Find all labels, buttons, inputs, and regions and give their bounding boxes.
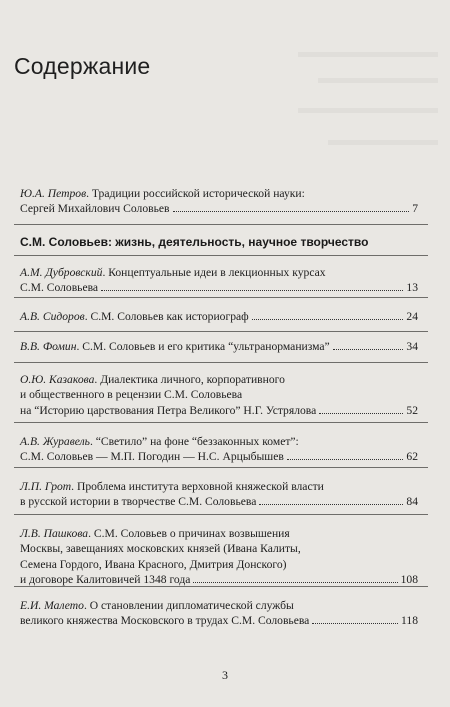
entry-title-last: [20, 449, 284, 464]
entry-title-line: Проблема института верховной княжеской власти: [76, 480, 324, 493]
entry-last-line: [20, 494, 418, 509]
entry-first-line: Ю.А. Петров. Традиции российской исторической науки:: [20, 187, 305, 200]
toc-entry: [20, 479, 418, 510]
entry-title-text: С.М. Соловьева: [20, 281, 99, 295]
divider: [14, 467, 428, 468]
entry-title-line: Диалектика личного, корпоративного: [100, 373, 285, 386]
bleed-through-mark: [298, 52, 438, 57]
dot-leader: [101, 290, 403, 291]
toc-entry-intro: [20, 186, 418, 217]
entry-author: Е.И. Малето: [20, 599, 84, 612]
dot-leader: [319, 413, 403, 414]
entry-first-line: Л.П. Грот. Проблема института верховной княжеской власти: [20, 480, 324, 493]
entry-title-last: А.В. Сидоров. С.М. Соловьев как историограф: [20, 310, 249, 323]
entry-title-line: и общественного в рецензии С.М. Соловьева: [20, 388, 243, 402]
divider: [14, 224, 428, 225]
divider: [14, 422, 428, 423]
entry-title-last: В.В. Фомин. С.М. Соловьев и его критика “ультранорманизма”: [20, 340, 330, 353]
page-number: 84: [406, 495, 418, 509]
entry-last-line: [20, 403, 418, 418]
entry-author: Ю.А. Петров: [20, 187, 87, 200]
page-number: 62: [406, 450, 418, 464]
entry-title-last: [20, 280, 98, 295]
entry-author: А.В. Журавель: [20, 435, 90, 448]
page-number: 118: [401, 614, 418, 628]
toc-entry: [20, 434, 418, 465]
entry-author: Л.П. Грот: [20, 480, 72, 493]
toc-entry: [20, 265, 418, 296]
entry-title-last: [20, 613, 309, 628]
entry-title-line: “Светило” на фоне “беззаконных комет”:: [95, 435, 299, 448]
page-number: 24: [406, 310, 418, 323]
entry-title-line: Семена Гордого, Ивана Красного, Дмитрия Донского): [20, 557, 287, 571]
bleed-through-mark: [318, 78, 438, 83]
entry-last-line: [20, 201, 418, 216]
entry-title-line: Традиции российской исторической науки:: [91, 187, 305, 200]
page-number: 13: [406, 281, 418, 295]
bleed-through-mark: [328, 140, 438, 145]
entry-title-text: великого княжества Московского в трудах С.М. Соловьева: [20, 614, 310, 628]
entry-author: А.М. Дубровский: [20, 266, 103, 279]
toc-entry: [20, 526, 418, 588]
page-number: 7: [412, 202, 418, 216]
dot-leader: [333, 349, 404, 350]
divider: [14, 297, 428, 298]
entry-author: О.Ю. Казакова: [20, 373, 95, 386]
toc-entry: [20, 598, 418, 629]
dot-leader: [312, 623, 398, 624]
entry-first-line: А.В. Журавель. “Светило” на фоне “беззаконных комет”:: [20, 435, 299, 448]
toc-entry: [20, 309, 418, 324]
entry-author: Л.В. Пашкова: [20, 527, 89, 540]
entry-title-text: С.М. Соловьев как историограф: [90, 310, 249, 323]
entry-title-text: и договоре Калитовичей 1348 года: [20, 573, 191, 587]
entry-author: А.В. Сидоров: [20, 310, 85, 323]
entry-first-line: А.М. Дубровский. Концептуальные идеи в лекционных курсах: [20, 266, 326, 279]
entry-title-line: С.М. Соловьев о причинах возвышения: [93, 527, 290, 540]
divider: [14, 255, 428, 256]
entry-last-line: [20, 339, 418, 354]
page-number: 108: [400, 573, 418, 587]
divider: [14, 362, 428, 363]
entry-title-line: Москвы, завещаниях московских князей (Ивана Калиты,: [20, 542, 301, 556]
toc-entry: [20, 372, 418, 418]
entry-title-line: Концептуальные идеи в лекционных курсах: [108, 266, 326, 279]
entry-title-text: С.М. Соловьев — М.П. Погодин — Н.С. Арцыбышев: [20, 450, 284, 464]
dot-leader: [259, 504, 403, 505]
entry-title-last: [20, 403, 316, 418]
page-number: 52: [406, 403, 418, 417]
dot-leader: [193, 582, 397, 583]
entry-author: В.В. Фомин: [20, 340, 77, 353]
toc-entry: [20, 339, 418, 354]
entry-first-line: Е.И. Малето. О становлении дипломатической службы: [20, 599, 294, 612]
dot-leader: [252, 319, 404, 320]
page-title: Содержание: [14, 53, 151, 80]
entry-title-last: [20, 494, 256, 509]
entry-first-line: О.Ю. Казакова. Диалектика личного, корпоративного: [20, 373, 285, 386]
divider: [14, 514, 428, 515]
entry-title-text: на “Историю царствования Петра Великого” Н.Г. Устрялова: [20, 403, 317, 417]
entry-last-line: [20, 309, 418, 324]
entry-last-line: [20, 449, 418, 464]
entry-title-line: О становлении дипломатической службы: [89, 599, 294, 612]
folio-page-number: 3: [222, 668, 228, 682]
entry-title-text: в русской истории в творчестве С.М. Соловьева: [20, 495, 257, 509]
entry-last-line: [20, 280, 418, 295]
section-heading: С.М. Соловьев: жизнь, деятельность, научное творчество: [20, 235, 369, 249]
dot-leader: [173, 211, 410, 212]
bleed-through-mark: [298, 108, 438, 113]
entry-title-last: Сергей Михайлович Соловьев: [20, 202, 170, 216]
entry-title-text: С.М. Соловьев и его критика “ультранорманизма”: [82, 340, 330, 353]
dot-leader: [287, 459, 404, 460]
divider: [14, 586, 428, 587]
page-number: 34: [406, 340, 418, 353]
entry-last-line: [20, 613, 418, 628]
divider: [14, 331, 428, 332]
entry-first-line: Л.В. Пашкова. С.М. Соловьев о причинах возвышения: [20, 527, 290, 540]
